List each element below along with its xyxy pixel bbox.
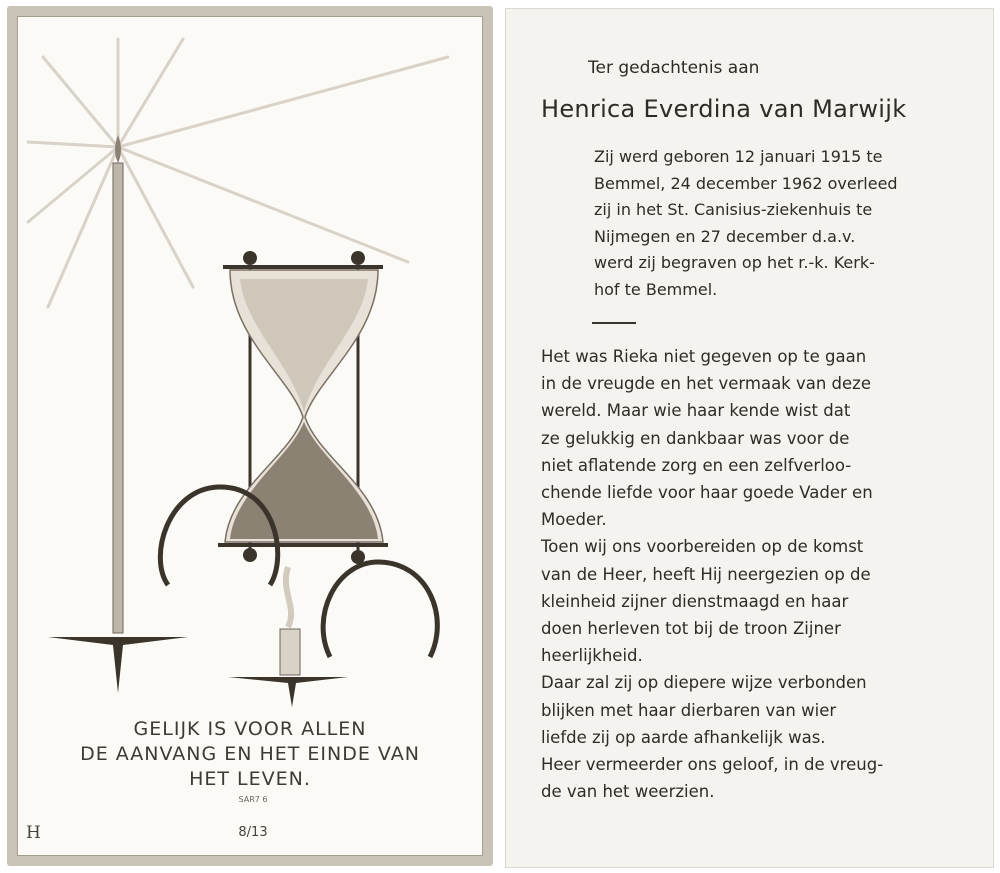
text-line: heerlijkheid. <box>541 646 643 666</box>
motto-line: DE AANVANG EN HET EINDE VAN <box>80 743 420 765</box>
text-line: kleinheid zijner dienstmaagd en haar <box>541 591 849 611</box>
text-line: zij in het St. Canisius-ziekenhuis te <box>594 200 873 219</box>
deceased-name: Henrica Everdina van Marwijk <box>541 95 907 123</box>
text-line: chende liefde voor haar goede Vader en <box>541 483 873 503</box>
memorial-card-back <box>505 8 994 868</box>
motto-line: HET LEVEN. <box>189 768 311 790</box>
text-line: van de Heer, heeft Hij neergezien op de <box>541 564 871 584</box>
publisher-monogram: H <box>26 823 41 843</box>
text-line: Nijmegen en 27 december d.a.v. <box>594 226 856 246</box>
text-line: Toen wij ons voorbereiden op de komst <box>541 537 864 557</box>
text-line: de van het weerzien. <box>541 782 715 802</box>
text-line: liefde zij op aarde afhankelijk was. <box>541 727 826 747</box>
text-line: blijken met haar dierbaren van wier <box>541 700 837 720</box>
motto-line: GELIJK IS VOOR ALLEN <box>133 718 367 740</box>
memorial-card-front <box>7 6 493 866</box>
text-line: niet aflatende zorg en een zelfverloo- <box>541 455 852 475</box>
text-line: Daar zal zij op diepere wijze verbonden <box>541 673 867 693</box>
text-line: ze gelukkig en dankbaar was voor de <box>541 428 850 448</box>
text-line: in de vreugde en het vermaak van deze <box>541 374 871 394</box>
text-line: doen herleven tot bij de troon Zijner <box>541 619 841 639</box>
artist-signature: SAR7 6 <box>238 795 268 804</box>
candle-stub <box>228 567 348 707</box>
section-divider <box>592 322 636 324</box>
text-line: Heer vermeerder ons geloof, in de vreug- <box>541 755 884 775</box>
memorial-heading: Ter gedachtenis aan <box>588 58 760 78</box>
tribute-text <box>541 343 961 805</box>
text-line: Moeder. <box>541 510 607 530</box>
biography-paragraph <box>594 144 954 303</box>
text-line: Het was Rieka niet gegeven op te gaan <box>541 347 867 366</box>
text-line: Zij werd geboren 12 januari 1915 te <box>594 147 883 166</box>
text-line: Bemmel, 24 december 1962 overleed <box>594 173 898 193</box>
text-line: hof te Bemmel. <box>594 279 718 299</box>
card-front-panel <box>17 16 483 856</box>
hourglass <box>218 251 388 564</box>
card-number: 8/13 <box>238 825 268 840</box>
candle-hourglass-illustration <box>18 17 482 717</box>
memorial-motto <box>18 717 482 792</box>
text-line: wereld. Maar wie haar kende wist dat <box>541 401 851 421</box>
candle <box>48 135 188 693</box>
text-line: werd zij begraven op het r.-k. Kerk- <box>594 253 875 272</box>
